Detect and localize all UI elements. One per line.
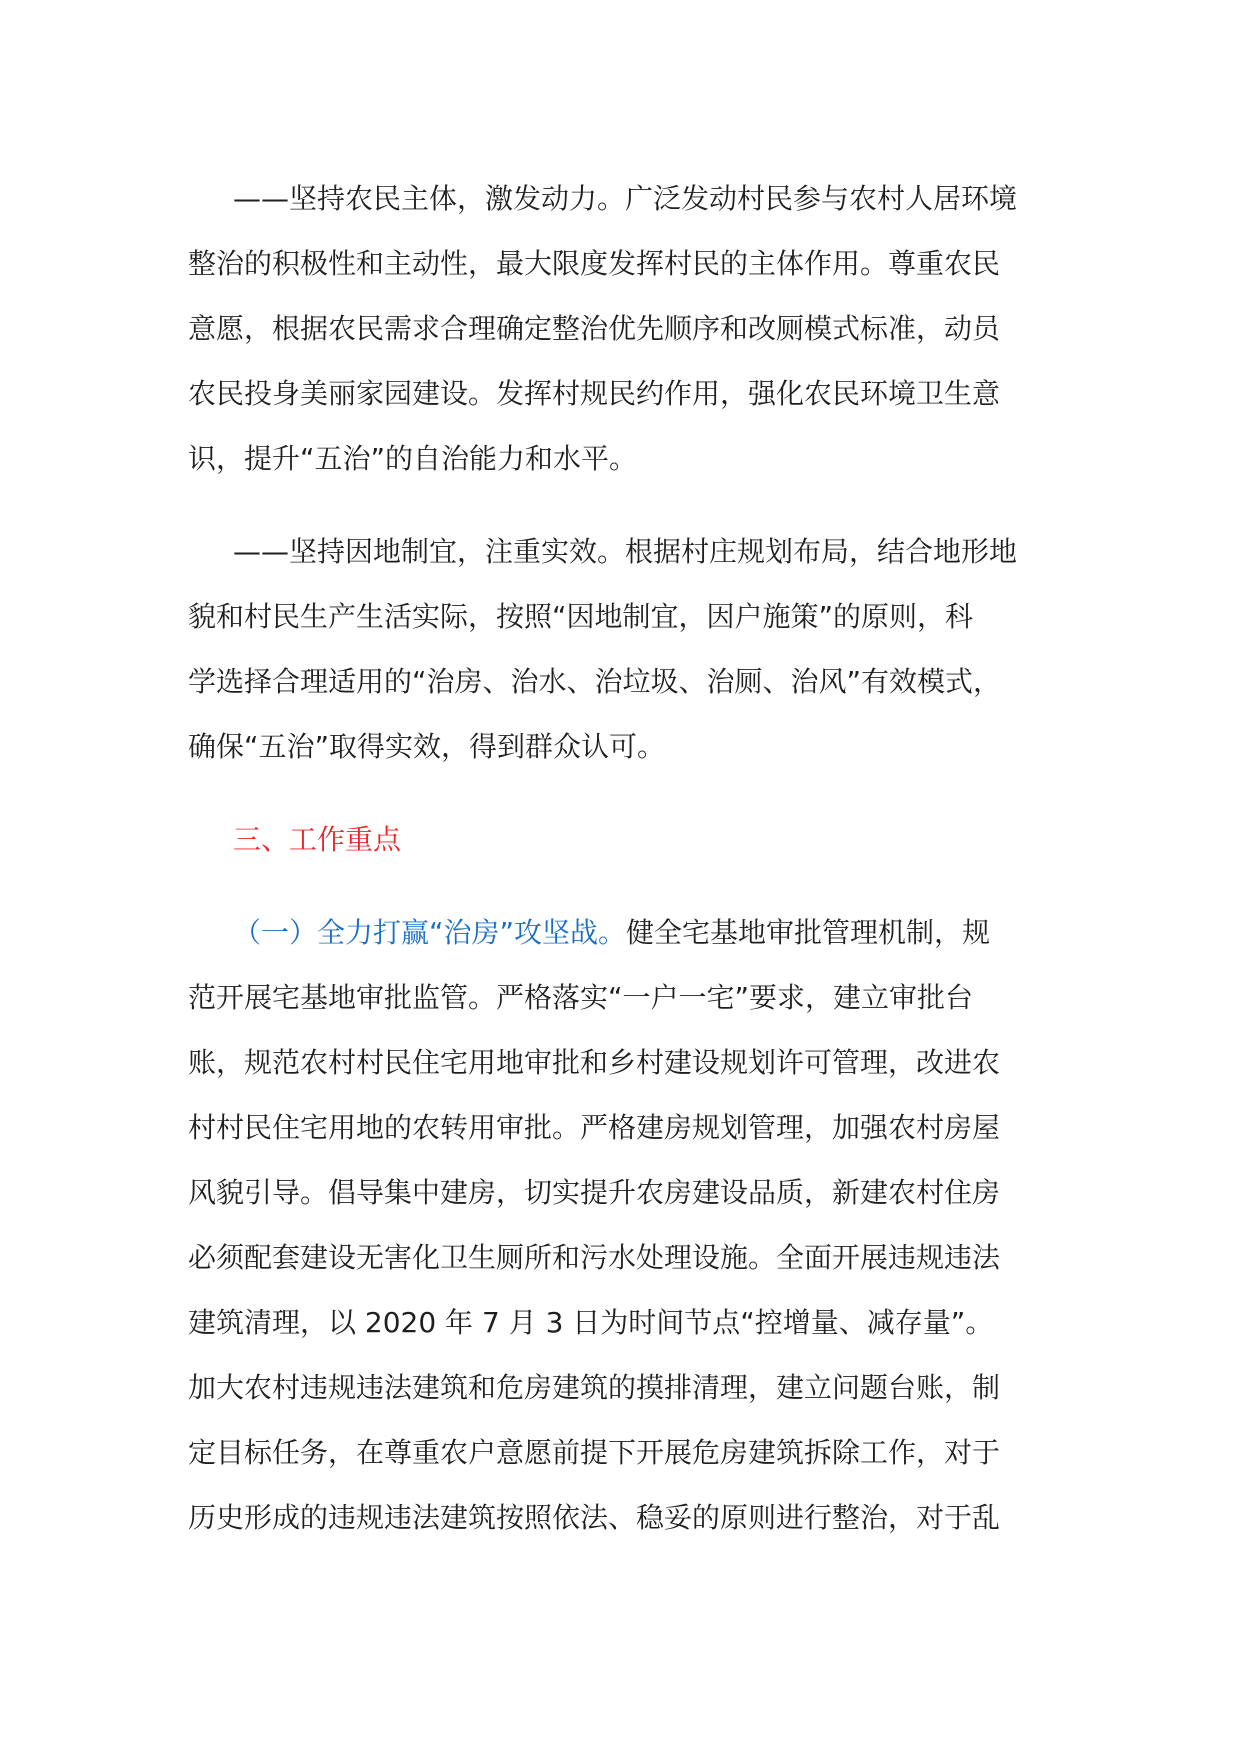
paragraph-line: 范开展宅基地审批监管。严格落实“一户一宅”要求，建立审批台 — [188, 981, 974, 1014]
paragraph-line: 学选择合理适用的“治房、治水、治垃圾、治厕、治风”有效模式， — [188, 665, 1002, 698]
paragraph-line: 建筑清理，以 2020 年 7 月 3 日为时间节点“控增量、减存量”。 — [188, 1306, 994, 1339]
paragraph-line: 账，规范农村村民住宅用地审批和乡村建设规划许可管理，改进农 — [188, 1046, 1001, 1079]
paragraph-line: 确保“五治”取得实效，得到群众认可。 — [188, 730, 666, 763]
paragraph-line: 识，提升“五治”的自治能力和水平。 — [188, 442, 638, 475]
paragraph-line: 村村民住宅用地的农转用审批。严格建房规划管理，加强农村房屋 — [188, 1111, 1001, 1144]
document-page — [188, 166, 1063, 1578]
paragraph-line: 风貌引导。倡导集中建房，切实提升农房建设品质，新建农村住房 — [188, 1176, 1001, 1209]
subsection-first-line-text: 健全宅基地审批管理机制，规 — [626, 916, 991, 949]
subsection-title: （一）全力打赢“治房”攻坚战。 — [233, 916, 627, 949]
paragraph-line: ——坚持因地制宜，注重实效。根据村庄规划布局，结合地形地 — [233, 535, 1018, 568]
paragraph-line: ——坚持农民主体，激发动力。广泛发动村民参与农村人居环境 — [233, 182, 1018, 215]
paragraph-line — [188, 900, 1063, 965]
paragraph-farmer-subject — [188, 166, 1063, 491]
paragraph-line: 历史形成的违规违法建筑按照依法、稳妥的原则进行整治，对于乱 — [188, 1501, 1001, 1534]
paragraph-local-conditions — [188, 519, 1063, 779]
paragraph-line: 貌和村民生产生活实际，按照“因地制宜，因户施策”的原则，科 — [188, 600, 974, 633]
paragraph-line: 必须配套建设无害化卫生厕所和污水处理设施。全面开展违规违法 — [188, 1241, 1001, 1274]
paragraph-housing — [188, 900, 1063, 1550]
paragraph-line: 定目标任务，在尊重农户意愿前提下开展危房建筑拆除工作，对于 — [188, 1436, 1001, 1469]
paragraph-line: 意愿，根据农民需求合理确定整治优先顺序和改厕模式标准，动员 — [188, 312, 1001, 345]
section-heading: 三、工作重点 — [233, 823, 402, 856]
paragraph-line: 加大农村违规违法建筑和危房建筑的摸排清理，建立问题台账，制 — [188, 1371, 1001, 1404]
paragraph-line: 整治的积极性和主动性，最大限度发挥村民的主体作用。尊重农民 — [188, 247, 1001, 280]
paragraph-line: 农民投身美丽家园建设。发挥村规民约作用，强化农民环境卫生意 — [188, 377, 1001, 410]
